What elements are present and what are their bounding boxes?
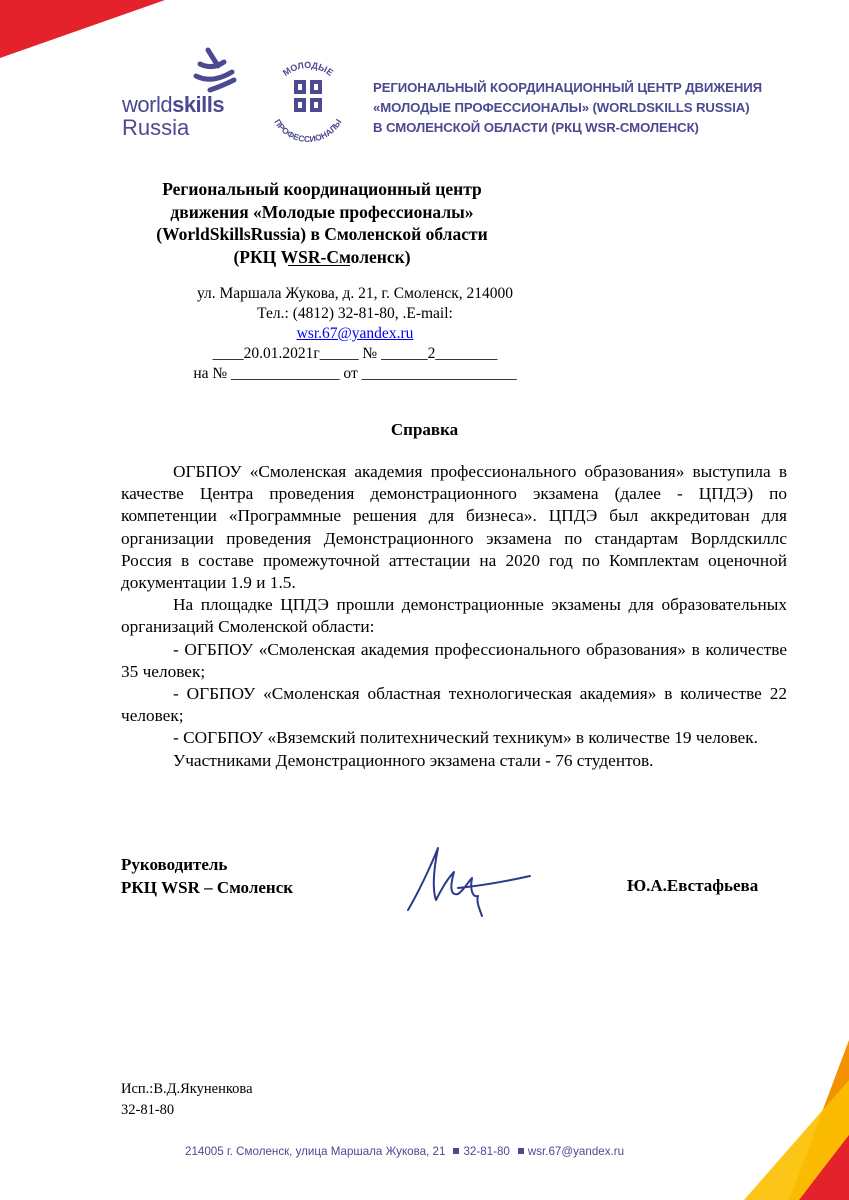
footer-contacts <box>185 1145 665 1158</box>
sender-email-link[interactable]: wsr.67@yandex.ru <box>296 325 414 342</box>
body-paragraph: На площадке ЦПДЭ прошли демонстрационные экзамены для образовательных организаций Смоленской области: <box>121 595 787 637</box>
body-paragraph: - СОГБПОУ «Вяземский политехнический техникум» в количестве 19 человек. <box>173 728 758 748</box>
worldskills-wordmark: worldskills Russia <box>122 92 225 140</box>
footer-phone: 32-81-80 <box>463 1145 510 1158</box>
handwritten-signature-icon <box>398 838 533 918</box>
bullet-square-icon <box>518 1148 524 1154</box>
body-paragraph: - ОГБПОУ «Смоленская областная технологическая академия» в количестве 22 человек; <box>121 684 787 726</box>
svg-text:ПРОФЕССИОНАЛЫ <box>272 117 343 144</box>
sender-phone-email: Тел.: (4812) 32-81-80, .E-mail: wsr.67@yandex.ru <box>112 304 598 344</box>
signatory-role: Руководитель РКЦ WSR – Смоленск <box>121 855 294 897</box>
document-reference-line: на № ______________ от ____________________ <box>193 365 517 382</box>
document-title: Справка <box>390 420 459 439</box>
sender-separator-line <box>288 265 350 266</box>
sender-address: ул. Маршала Жукова, д. 21, г. Смоленск, 214000 <box>196 285 514 302</box>
young-professionals-logo-icon <box>260 52 355 152</box>
document-date-number: ____20.01.2021г_____ № ______2________ <box>212 345 498 362</box>
footer-email: wsr.67@yandex.ru <box>527 1145 625 1158</box>
document-body <box>121 461 787 772</box>
svg-text:МОЛОДЫЕ <box>281 60 335 78</box>
logo-arc-top-text: МОЛОДЫЕ <box>280 59 336 78</box>
header-organization-name: РЕГИОНАЛЬНЫЙ КООРДИНАЦИОННЫЙ ЦЕНТР ДВИЖЕНИЯ «МОЛОДЫЕ ПРОФЕССИОНАЛЫ» (WORLDSKILLS RUSSIA) В СМОЛЕНСКОЙ ОБЛАСТИ (РКЦ WSR-СМОЛЕНСК) <box>373 80 763 135</box>
body-paragraph: Участниками Демонстрационного экзамена стали - 76 студентов. <box>173 750 654 770</box>
sender-organization-name: Региональный координационный центр движения «Молодые профессионалы» (WorldSkillsRussia) в Смоленской области (РКЦ WSR-Смоленск) <box>156 179 488 267</box>
body-paragraph: ОГБПОУ «Смоленская академия профессионального образования» выступила в качестве Центра проведения демонстрационного экзамена (далее - ЦПДЭ) по компетенции «Программные решения для бизнеса». ЦПДЭ был аккредитован для организации проведения Демонстрационного экзамена по стандартам Ворлдскиллс Россия в составе промежуточной аттестации на 2020 год по Комплектам оценочной документации 1.9 и 1.5. <box>121 462 787 593</box>
footer-address: 214005 г. Смоленск, улица Маршала Жукова, 21 <box>185 1145 446 1158</box>
executor-info <box>121 1079 253 1121</box>
logo-arc-bottom-text: ПРОФЕССИОНАЛЫ <box>272 117 344 145</box>
signatory-name: Ю.А.Евстафьева <box>627 876 759 895</box>
sender-contacts <box>112 284 598 384</box>
body-paragraph: - ОГБПОУ «Смоленская академия профессионального образования» в количестве 35 человек; <box>121 639 787 681</box>
executor-phone: 32-81-80 <box>121 1102 175 1118</box>
bullet-square-icon <box>453 1148 459 1154</box>
corner-decoration-bottom-right <box>704 1040 849 1200</box>
executor-name: Исп.:В.Д.Якуненкова <box>121 1081 253 1097</box>
